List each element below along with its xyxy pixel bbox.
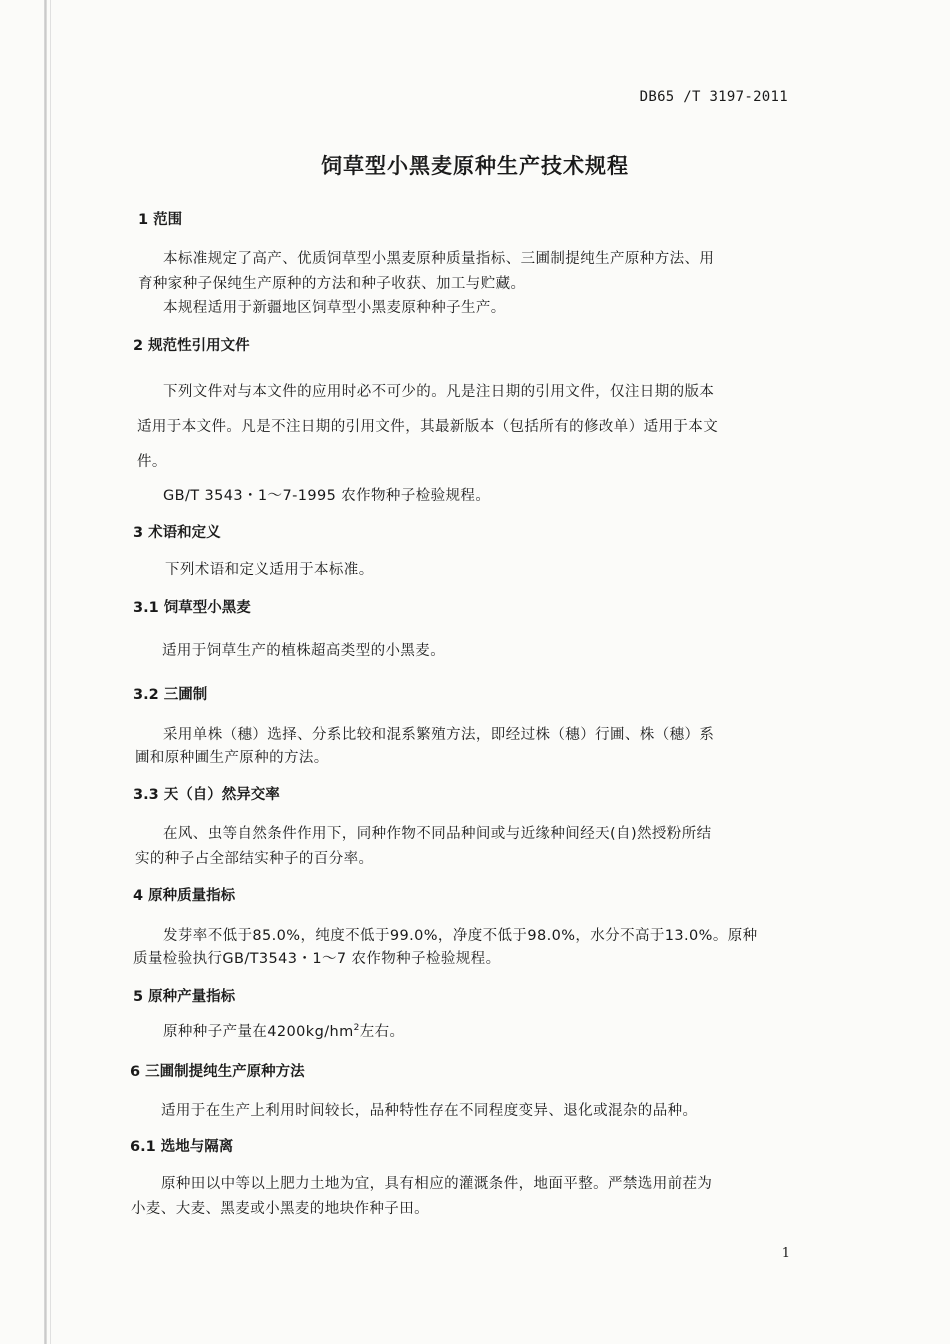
section-5-text-tail: 左右。 (359, 1024, 405, 1040)
section-1-para1-line2: 育种家种子保纯生产原种的方法和种子收获、加工与贮藏。 (138, 276, 526, 292)
section-1-para1-line1: 本标准规定了高产、优质饲草型小黑麦原种质量指标、三圃制提纯生产原种方法、用 (163, 251, 715, 267)
scan-binding-edge (44, 0, 47, 1344)
document-title: 饲草型小黑麦原种生产技术规程 (321, 154, 629, 178)
section-2-reference: GB/T 3543・1～7-1995 农作物种子检验规程。 (163, 488, 491, 504)
section-6-para1: 适用于在生产上利用时间较长，品种特性存在不同程度变异、退化或混杂的品种。 (161, 1103, 698, 1119)
section-2-heading: 2 规范性引用文件 (133, 338, 250, 354)
section-1-para2: 本规程适用于新疆地区饲草型小黑麦原种种子生产。 (163, 300, 506, 316)
section-3-heading: 3 术语和定义 (133, 525, 221, 541)
section-3-3-heading: 3.3 天（自）然异交率 (133, 787, 280, 803)
section-4-line1: 发芽率不低于85.0%，纯度不低于99.0%，净度不低于98.0%，水分不高于13.0%。原种 (163, 928, 758, 944)
section-2-para1-line2: 适用于本文件。凡是不注日期的引用文件，其最新版本（包括所有的修改单）适用于本文 (137, 419, 719, 435)
section-6-heading: 6 三圃制提纯生产原种方法 (130, 1064, 305, 1080)
section-3-2-line1: 采用单株（穗）选择、分系比较和混系繁殖方法，即经过株（穗）行圃、株（穗）系 (163, 727, 715, 743)
section-3-2-heading: 3.2 三圃制 (133, 687, 208, 703)
section-5-heading: 5 原种产量指标 (133, 989, 236, 1005)
document-number: DB65 /T 3197-2011 (639, 89, 788, 105)
section-3-3-line1: 在风、虫等自然条件作用下，同种作物不同品种间或与近缘种间经天(自)然授粉所结 (163, 826, 712, 842)
section-6-1-line2: 小麦、大麦、黑麦或小黑麦的地块作种子田。 (131, 1201, 429, 1217)
section-2-para1-line1: 下列文件对与本文件的应用时必不可少的。凡是注日期的引用文件，仅注日期的版本 (163, 384, 715, 400)
section-4-line2: 质量检验执行GB/T3543・1～7 农作物种子检验规程。 (133, 951, 501, 967)
section-3-para1: 下列术语和定义适用于本标准。 (165, 562, 374, 578)
section-5-text (163, 1020, 404, 1041)
section-4-heading: 4 原种质量指标 (133, 888, 236, 904)
section-2-para1-line3: 件。 (137, 454, 167, 470)
section-3-1-heading: 3.1 饲草型小黑麦 (133, 600, 251, 616)
section-5-text-main: 原种种子产量在4200kg/hm (163, 1024, 354, 1040)
page-number: 1 (781, 1246, 790, 1261)
section-3-2-line2: 圃和原种圃生产原种的方法。 (135, 750, 329, 766)
section-1-heading: 1 范围 (138, 212, 183, 228)
section-3-1-text: 适用于饲草生产的植株超高类型的小黑麦。 (162, 643, 446, 659)
section-6-1-line1: 原种田以中等以上肥力土地为宜，具有相应的灌溉条件，地面平整。严禁选用前茬为 (161, 1176, 713, 1192)
section-5-superscript: 2 (353, 1023, 360, 1034)
scan-binding-line (50, 0, 51, 1344)
section-3-3-line2: 实的种子占全部结实种子的百分率。 (135, 851, 374, 867)
section-6-1-heading: 6.1 选地与隔离 (130, 1139, 234, 1155)
